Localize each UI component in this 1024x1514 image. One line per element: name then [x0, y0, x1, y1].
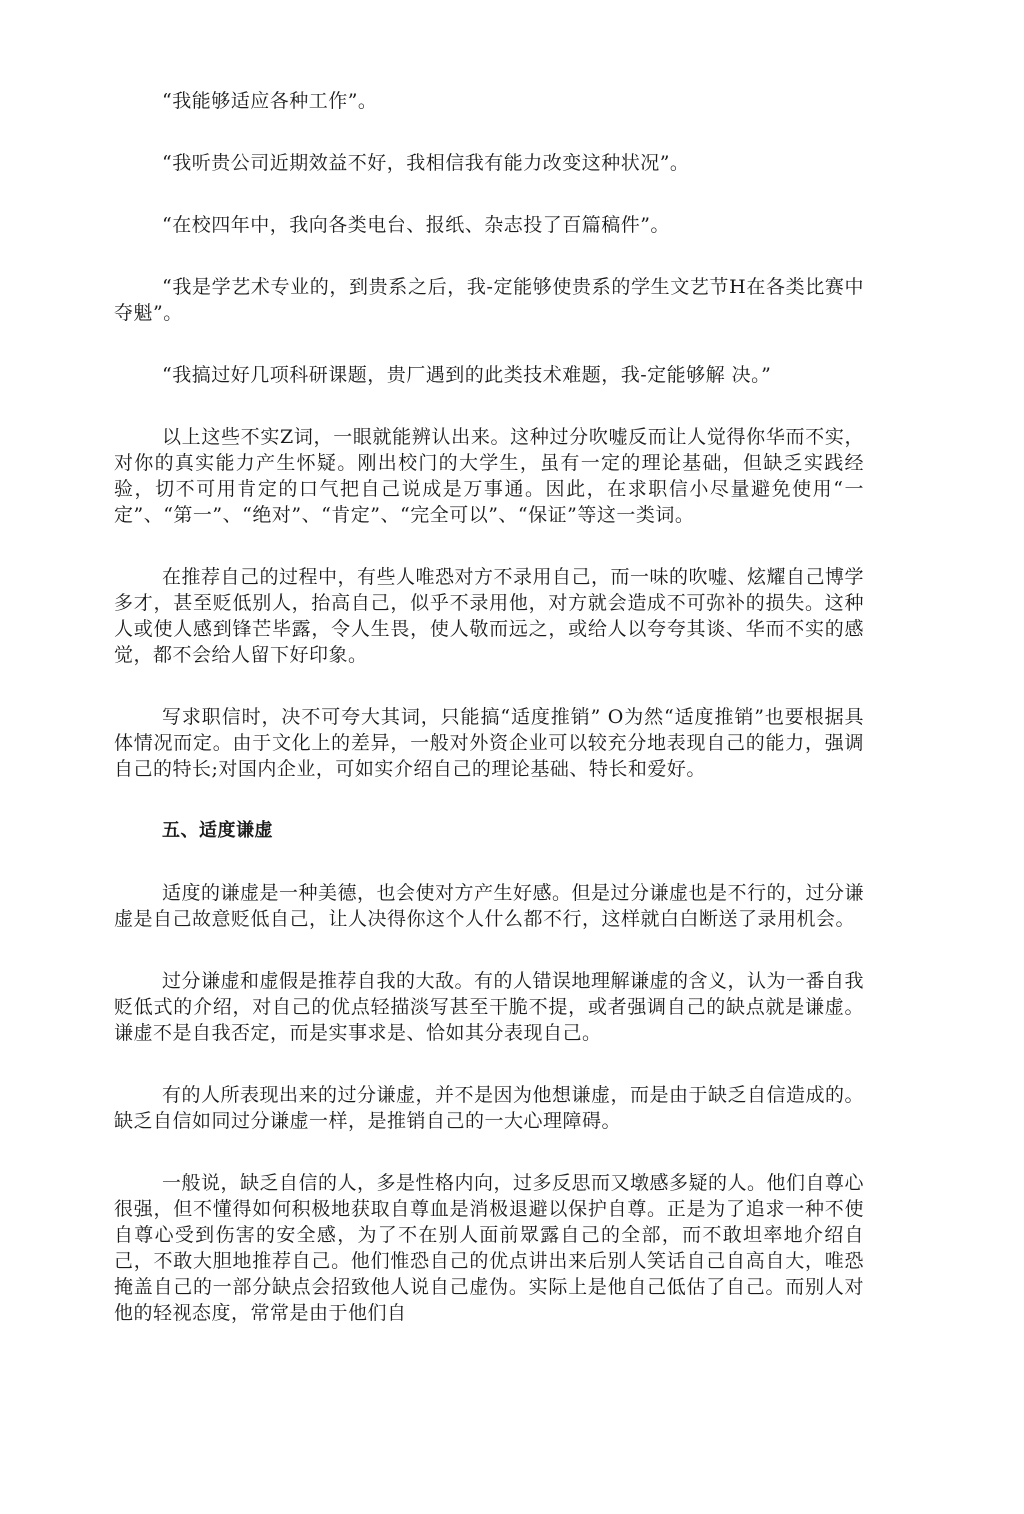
body-paragraph: 有的人所表现出来的过分谦虚，并不是因为他想谦虚，而是由于缺乏自信造成的。缺乏自信如同过分谦虚一样，是推销自己的一大心理障碍。	[114, 1084, 865, 1132]
body-paragraph: 一般说，缺乏自信的人，多是性格内向，过多反思而又墩感多疑的人。他们自尊心很强，但不懂得如何积极地获取自尊血是消极退避以保护自尊。正是为了追求一种不使自尊心受到伤害的安全感，为了不在别人面前眾露自己的全部，而不敢坦率地介绍自己，不敢大胆地推荐自己。他们惟恐自己的优点讲出来后别人笑话自己自高自大，唯恐掩盖自己的一部分缺点会招致他人说自己虚伪。实际上是他自己低估了自己。而别人对他的轻视态度，常常是由于他们自	[114, 1172, 865, 1324]
body-paragraph: 写求职信时，决不可夸大其词，只能搞“适度推销” O为然“适度推销”也要根据具体情况而定。由于文化上的差异，一般对外资企业可以较充分地表现自己的能力，强调自己的特长;对国内企业，可如实介绍自己的理论基础、特长和爱好。	[114, 706, 864, 780]
section-heading: 五、适度谦虚	[162, 820, 273, 841]
quote-paragraph: “我听贵公司近期效益不好，我相信我有能力改变这种状况”。	[162, 152, 690, 174]
quote-paragraph: “我能够适应各种工作”。	[162, 90, 378, 112]
quote-paragraph: “我是学艺术专业的，到贵系之后，我-定能够使贵系的学生文艺节H在各类比赛中夺魁”。	[114, 276, 864, 324]
body-paragraph: 过分谦虚和虚假是推荐自我的大敌。有的人错误地理解谦虚的含义，认为一番自我贬低式的介绍，对自己的优点轻描淡写甚至干脆不提，或者强调自己的缺点就是谦虚。谦虚不是自我否定，而是实事求是、恰如其分表现自己。	[114, 970, 865, 1044]
quote-paragraph: “我搞过好几项科研课题，贵厂遇到的此类技术难题，我-定能够解 决。”	[162, 364, 772, 386]
quote-paragraph: “在校四年中，我向各类电台、报纸、杂志投了百篇稿件”。	[162, 214, 670, 236]
body-paragraph: 在推荐自己的过程中，有些人唯恐对方不录用自己，而一味的吹嘘、炫耀自己博学多才，甚至贬低别人，抬高自己，似乎不录用他，对方就会造成不可弥补的损失。这种人或使人感到锋芒毕露，令人生畏，使人敬而远之，或给人以夸夸其谈、华而不实的感觉，都不会给人留下好印象。	[114, 566, 865, 666]
body-paragraph: 适度的谦虚是一种美德，也会使对方产生好感。但是过分谦虚也是不行的，过分谦虚是自己故意贬低自己，让人决得你这个人什么都不行，这样就白白断送了录用机会。	[114, 882, 865, 930]
body-paragraph: 以上这些不实Z词，一眼就能辨认出来。这种过分吹嘘反而让人觉得你华而不实，对你的真实能力产生怀疑。刚出校门的大学生，虽有一定的理论基础，但缺乏实践经验，切不可用肯定的口气把自己说成是万事通。因此，在求职信小尽量避免使用“一定”、“第一”、“绝对”、“肯定”、“完全可以”、“保证”等这一类词。	[114, 426, 864, 526]
